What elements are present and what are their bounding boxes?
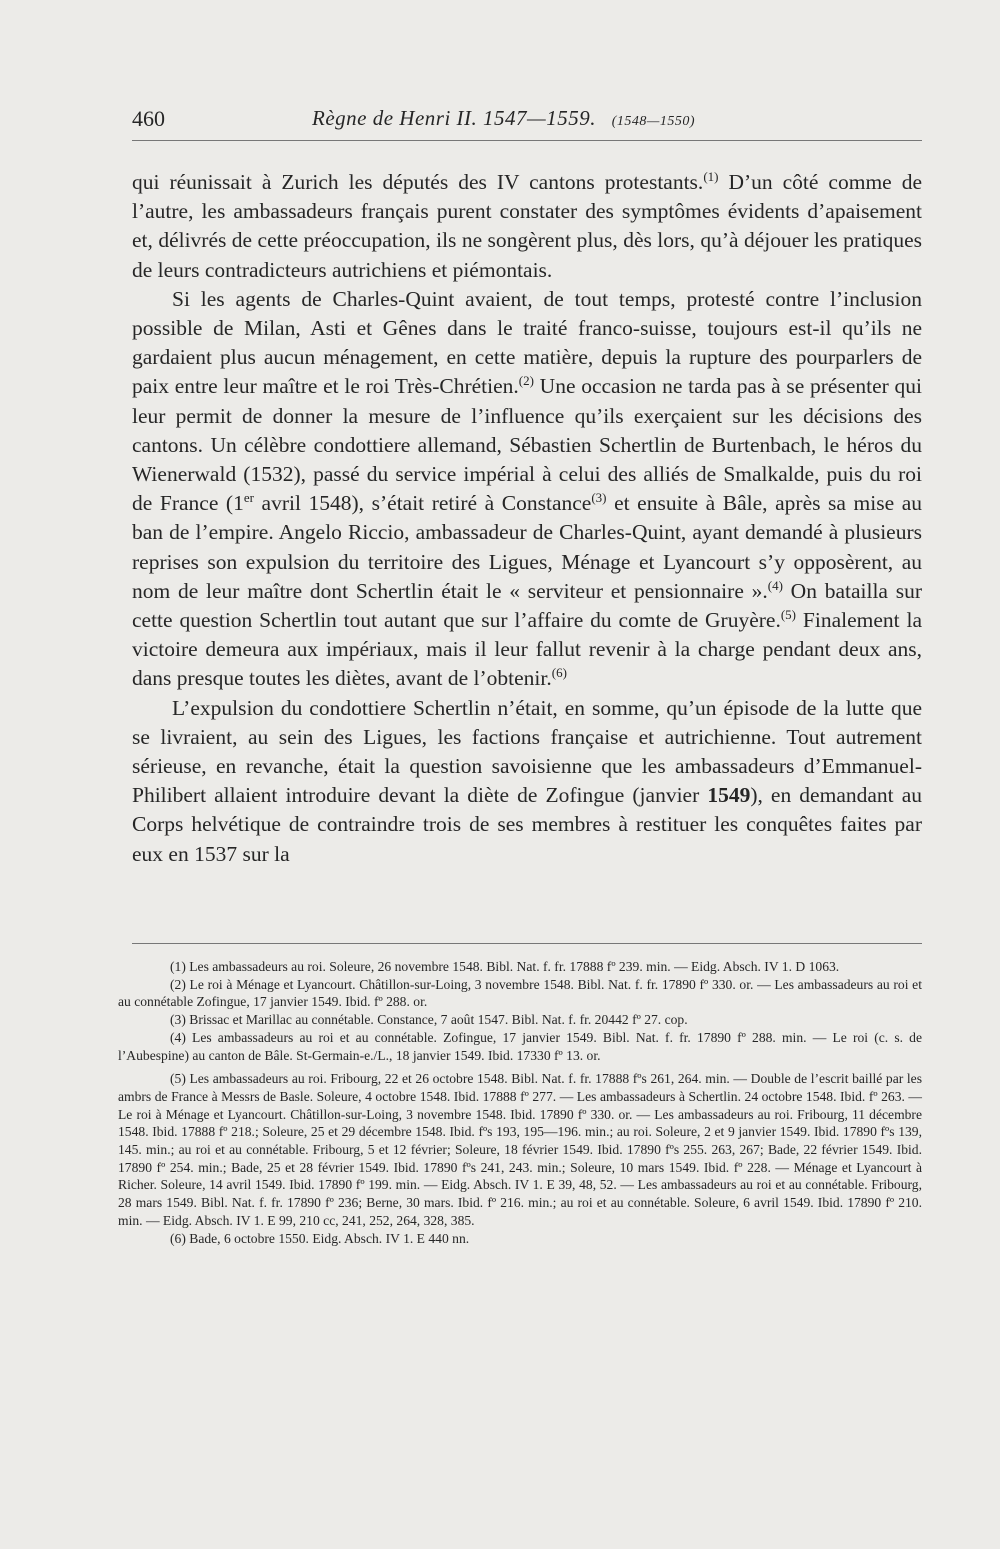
paragraph-text: On batailla sur cette question Schertlin tout autant que sur l’affaire du comte de Gruyère. (132, 578, 923, 633)
ordinal-suffix: er (243, 490, 254, 506)
paragraph-text: Une occasion ne tarda pas à se présenter qui leur permit de donner la mesure de l’influence qu’ils exerçaient sur les décisions des cantons. Un célèbre condottiere allemand, Sébastien Schertlin de Burtenbach, le héros du Wienerwald (1532), passé du service impérial à celui des alliés de Smalkalde, puis du roi de France (1 (132, 374, 922, 516)
footnote-ref-3: (3) (591, 490, 607, 506)
footnote-ref-2: (2) (518, 373, 534, 389)
main-text (132, 168, 922, 869)
paragraph-text: D’un côté comme de l’autre, les ambassadeurs français purent constater des symptômes évidents d’apaisement et, délivrés de cette préoccupation, ils ne songèrent plus, dès lors, qu’à déjouer les pratiques de leurs contradicteurs autrichiens et piémontais. (132, 170, 922, 282)
page-header (132, 100, 922, 140)
running-title-text: Règne de Henri II. 1547—1559. (312, 106, 596, 130)
running-dates: (1548—1550) (611, 114, 695, 129)
footnote-4: (4) Les ambassadeurs au roi et au connétable. Zofingue, 17 janvier 1549. Bibl. Nat. f. fr. 17890 fº 288. min. — Le roi (c. s. de l’Aubespine) au canton de Bâle. St-Germain-e./L., 18 janvier 1549. Ibid. 17330 fº 13. or. (118, 1029, 922, 1063)
footnote-ref-1: (1) (703, 168, 719, 184)
footnote-6: (6) Bade, 6 octobre 1550. Eidg. Absch. IV 1. E 440 nn. (170, 1230, 470, 1246)
paragraph-2 (132, 285, 922, 694)
footnote-ref-4: (4) (767, 577, 783, 593)
bold-year: 1549 (707, 783, 751, 808)
paragraph-text: qui réunissait à Zurich les députés des IV cantons protestants. (132, 170, 704, 194)
paragraph-text: Si les agents de Charles-Quint avaient, de tout temps, protesté contre l’inclusion possible de Milan, Asti et Gênes dans le traité franco-suisse, toujours est-il qu’ils ne gardaient plus aucun ménagement, en cette matière, depuis la rupture des pourparlers de paix entre leur maître et le roi Très-Chrétien. (132, 286, 922, 399)
footnote-3: (3) Brissac et Marillac au connétable. Constance, 7 août 1547. Bibl. Nat. f. fr. 20442 fº 27. cop. (170, 1012, 688, 1028)
footnotes (118, 958, 922, 1247)
footnote-5: (5) Les ambassadeurs au roi. Fribourg, 22 et 26 octobre 1548. Bibl. Nat. f. fr. 17888 fºs 261, 264. min. — Double de l’escrit baillé par les ambrs de France à Messrs de Basle. Soleure, 4 octobre 1548. Ibid. 17888 fº 277. — Les ambassadeurs à Schertlin. 24 octobre 1548. Ibid. fº 263. — Le roi à Ménage et Lyancourt. Châtillon-sur-Loing, 3 novembre 1548. Ibid. 17890 fº 330. or. — Les ambassadeurs au roi. Fribourg, 11 décembre 1548. Ibid. 17888 fº 218.; Soleure, 25 et 29 décembre 1548. Ibid. fºs 193, 195—196. min.; au roi. Soleure, 2 et 9 janvier 1549. Ibid. 17890 fºs 139, 145. min.; au roi et au connétable. Fribourg, 5 et 12 février; Soleure, 18 février 1549. Ibid. 17890 fºs 255. 263, 267; Bade, 22 février 1549. Ibid. 17890 fº 254. min.; Bade, 25 et 28 février 1549. Ibid. 17890 fºs 241, 243. min.; Soleure, 10 mars 1549. Ibid. fº 228. — Ménage et Lyancourt à Richer. Soleure, 14 avril 1549. Ibid. 17890 fº 199. min. — Eidg. Absch. IV 1. E 39, 48, 52. — Les ambassadeurs au roi et au connétable. Fribourg, 28 mars 1549. Bibl. Nat. f. fr. 17890 fº 236; Berne, 30 mars. Ibid. fº 216. min.; au roi et au connétable. Soleure, 6 avril 1549. Ibid. 17890 fº 210. min. — Eidg. Absch. IV 1. E 99, 210 cc, 241, 252, 264, 328, 385. (118, 1071, 922, 1228)
paragraph-1 (132, 168, 922, 285)
header-rule (132, 140, 922, 141)
footnote-1: (1) Les ambassadeurs au roi. Soleure, 26 novembre 1548. Bibl. Nat. f. fr. 17888 fº 239. min. — Eidg. Absch. IV 1. D 1063. (170, 959, 840, 974)
paragraph-text: Finalement la victoire demeura aux impériaux, mais il leur fallut revenir à la charge pendant deux ans, dans presque toutes les diètes, avant de l’obtenir. (132, 608, 922, 691)
paragraph-text: L’expulsion du condottiere Schertlin n’était, en somme, qu’un épisode de la lutte que se livraient, au sein des Ligues, les factions française et autrichienne. Tout autrement sérieuse, en revanche, était la question savoisienne que les ambassadeurs d’Emmanuel-Philibert allaient introduire devant la diète de Zofingue (janvier (132, 695, 922, 808)
running-title (312, 106, 695, 131)
footnote-ref-5: (5) (780, 606, 797, 622)
page-number: 460 (132, 106, 165, 131)
footnote-2: (2) Le roi à Ménage et Lyancourt. Châtillon-sur-Loing, 3 novembre 1548. Bibl. Nat. f. fr. 17890 fº 330. or. — Les ambassadeurs au roi et au connétable Zofingue, 17 janvier 1549. Ibid. fº 288. or. (118, 976, 922, 1010)
footnote-rule (132, 943, 922, 944)
footnote-ref-6: (6) (551, 665, 567, 681)
paragraph-text: et ensuite à Bâle, après sa mise au ban de l’empire. Angelo Riccio, ambassadeur de Charles-Quint, ayant demandé à plusieurs reprises son expulsion du territoire des Ligues, Ménage et Lyancourt s’y opposèrent, au nom de leur maître dont Schertlin était le « serviteur et pensionnaire ». (132, 491, 923, 603)
paragraph-text: ), en demandant au Corps helvétique de contraindre trois de ses membres à restituer les conquêtes faites par eux en 1537 sur la (132, 783, 922, 866)
paragraph-text: avril 1548), s’était retiré à Constance (253, 491, 592, 516)
paragraph-3 (132, 694, 922, 869)
